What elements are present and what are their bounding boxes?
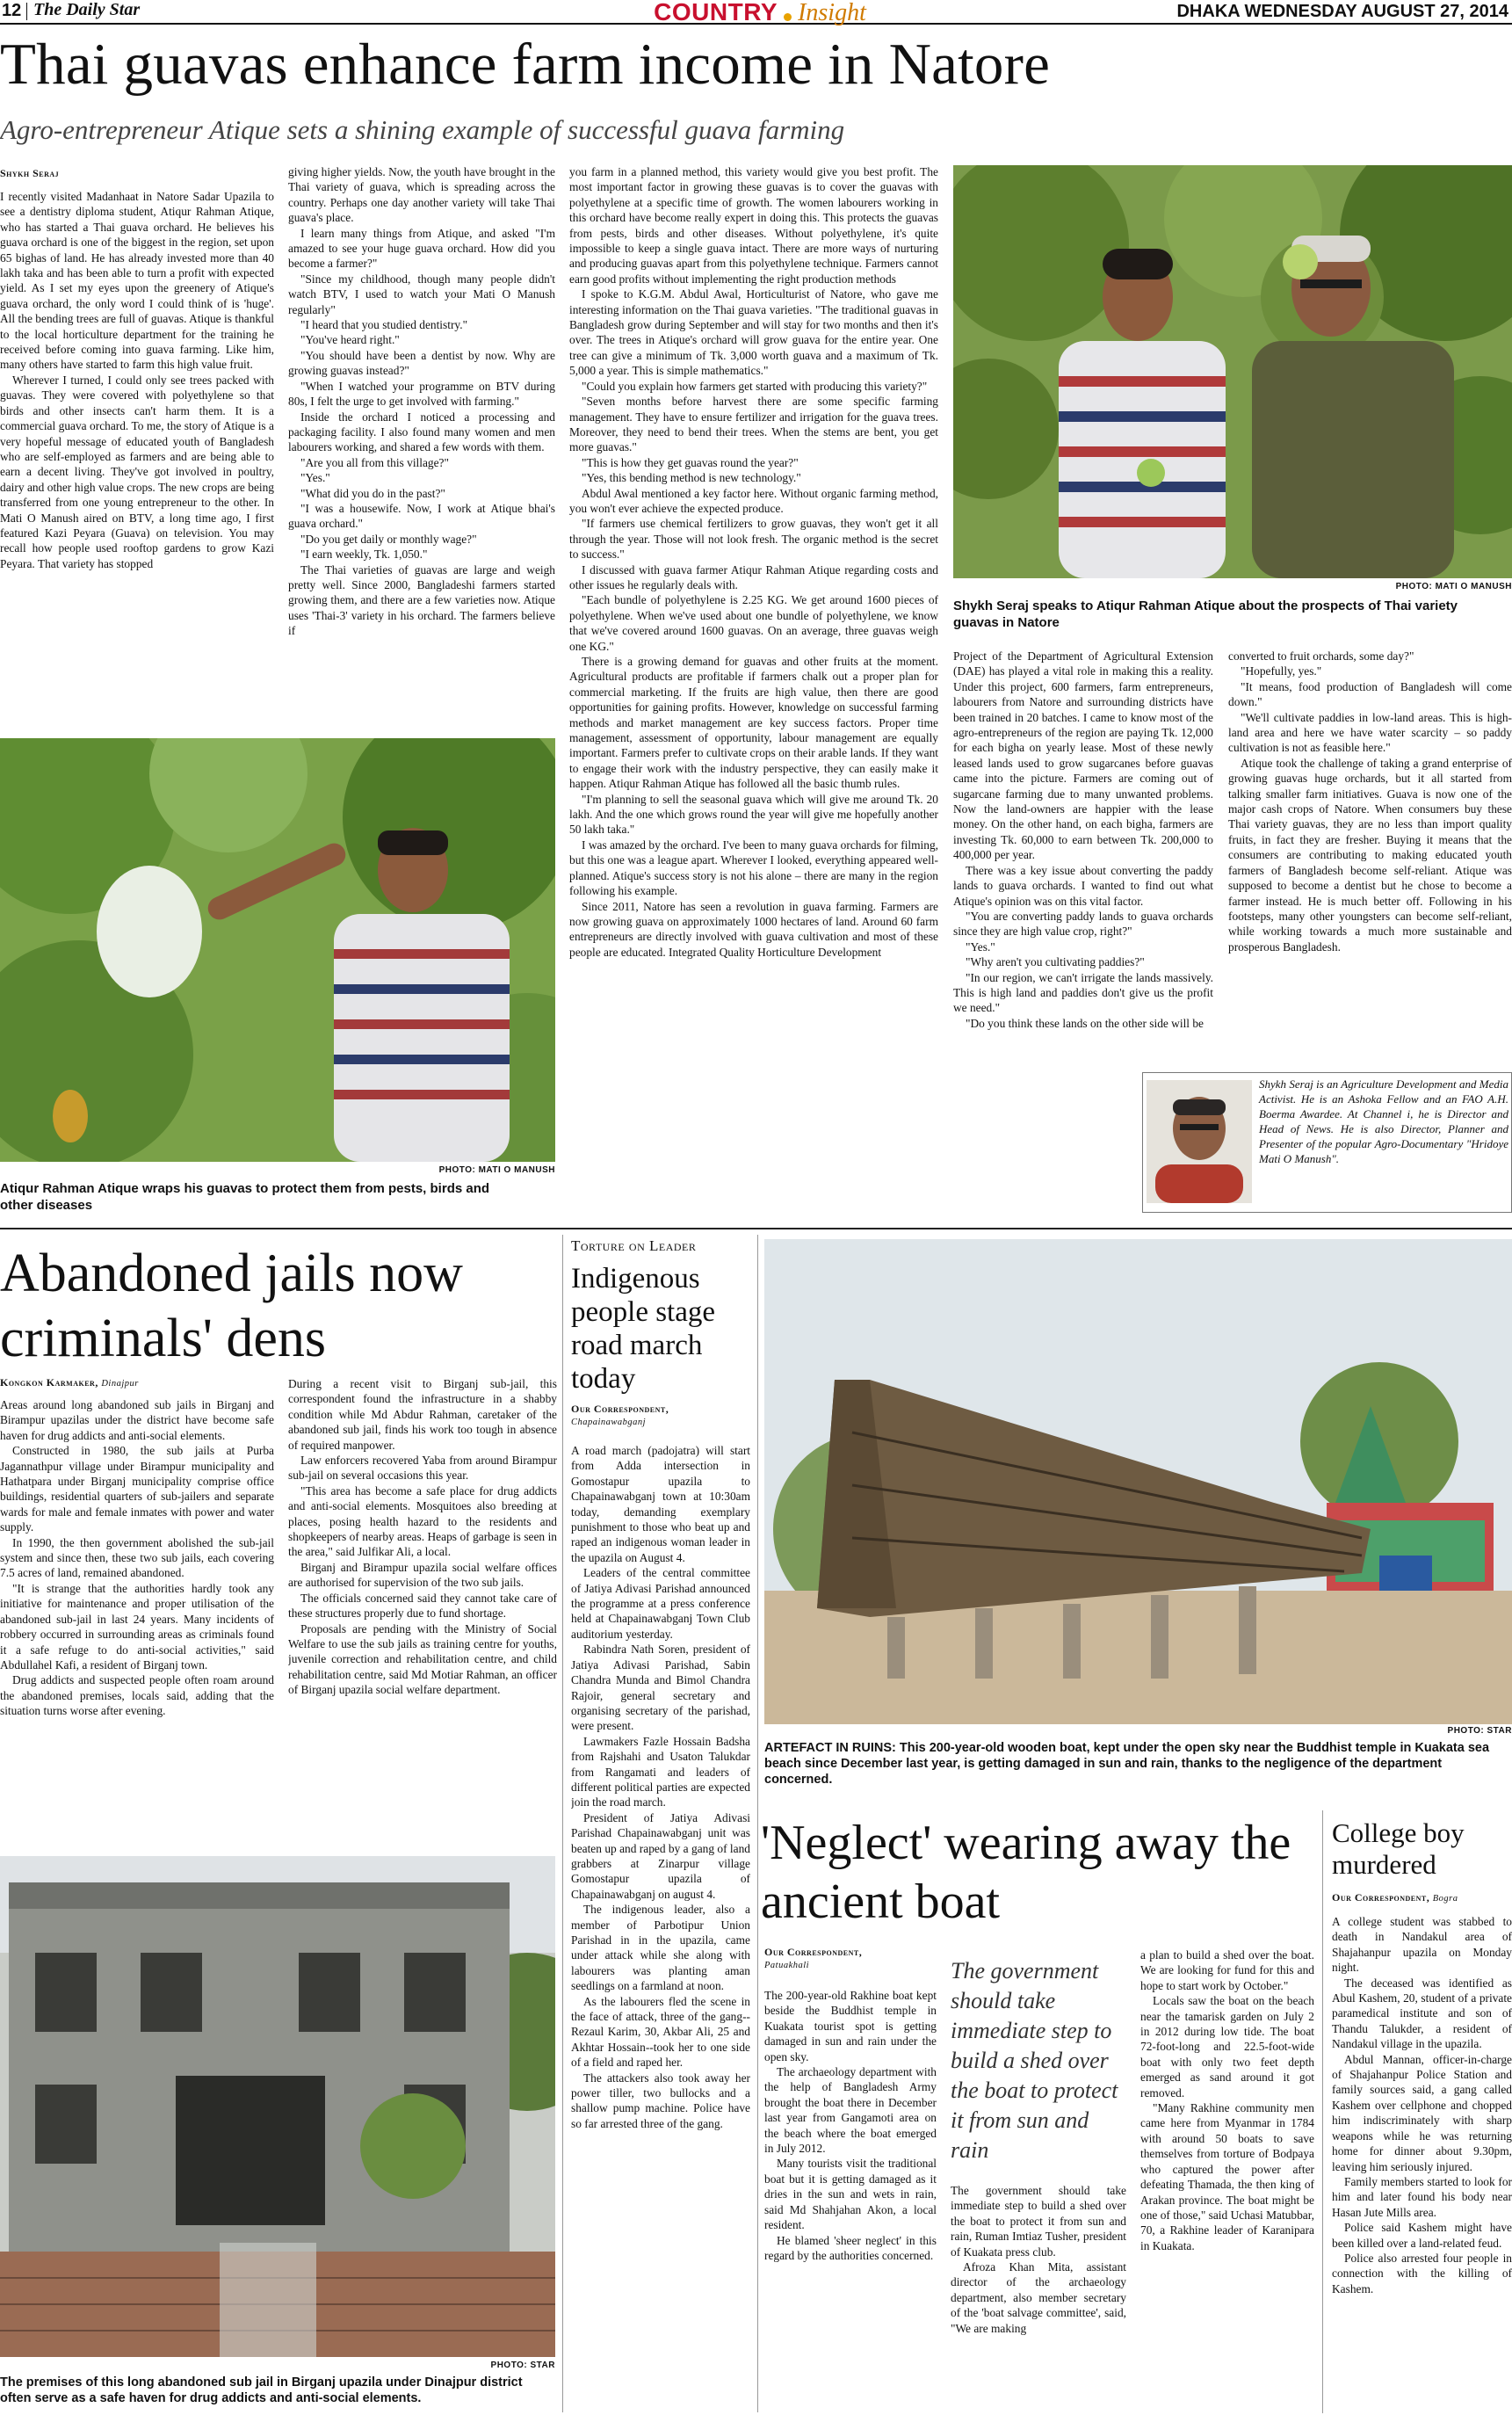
lead-column-5 [1228, 649, 1512, 1070]
jails-byline-name: Kongkon Karmaker [0, 1376, 96, 1389]
paragraph: Rabindra Nath Soren, president of Jatiya Adivasi Parishad, Sabin Chandra Munda and Bimol Chandra Rajoir, general secretary and organising secretary of the parishad, were present. [571, 1643, 750, 1733]
paragraph: In 1990, the then government abolished the sub-jail system and since then, these two sub jails, each covering 7.5 acres of land, remained abandoned. [0, 1535, 274, 1580]
paragraph: "I earn weekly, Tk. 1,050." [300, 548, 428, 562]
paragraph: I discussed with guava farmer Atiqur Rahman Atique regarding costs and other issues he regularly deals with. [569, 562, 938, 591]
paragraph: "You should have been a dentist by now. Why are growing guavas instead?" [288, 348, 555, 378]
lead-column-3 [569, 164, 938, 1215]
paragraph: "Could you explain how farmers get started with producing this variety?" [582, 379, 928, 393]
paragraph: "Many Rakhine community men came here from Myanmar in 1784 with around 50 boats to save themselves from torture of Bodpaya who captured the power after defeating Thamada, the then king of Arakan province. The boat might be one of those," said Uchasi Matubbar, 70, a Rakhine leader of Karanipara in Kuakata. [1140, 2101, 1314, 2252]
lead-photo-wrapping-caption: Atiqur Rahman Atique wraps his guavas to protect them from pests, birds and other diseases [0, 1181, 490, 1213]
boat-photo [764, 1239, 1512, 1724]
column-divider-march-boat [757, 1235, 758, 2412]
paragraph: The government should take immediate step to build a shed over the boat to protect it from sun and rain, Ruman Imtiaz Tusher, president of Kuakata press club. [951, 2184, 1126, 2259]
jails-photo [0, 1856, 555, 2357]
paragraph: a plan to build a shed over the boat. We are looking for fund for this and hope to start work by October." [1140, 1948, 1314, 1992]
paper-name: The Daily Star [33, 0, 141, 19]
paragraph: you farm in a planned method, this variety would give you best profit. The most important factor in growing these guavas is to cover the guavas with polyethylene at a specific time of growth. The women labourers working in this orchard have become really expert in doing this. This protects the guavas from pests, birds and other diseases. Without polyethylene, it's quite impossible to keep a single guava intact. There are more ways of nurturing and producing guavas apart from this polyethylene technique. Farmers cannot earn good profits without implementing the right production methods [569, 165, 938, 286]
paragraph: "Yes, this bending method is new technology." [582, 471, 801, 485]
paragraph: "This is how they get guavas round the year?" [582, 455, 799, 469]
paragraph: Atique took the challenge of taking a grand enterprise of growing guavas huge orchards, but it all started from talking smaller farm initiatives. Guava is now one of the major cash crops of Natore. When consumers buy these Thai variety guavas, they are no less than import quality fruits, in fact they are fresher. Buying it means that the consumers are contributing to making educated youth farmers of Bangladesh become self-reliant. Atique was supposed to become a dentist but he chose to become a farmer instead. He is much better off. Following in his footsteps, many other youngsters can become self-reliant, while working towards a much more sustainable and prosperous Bangladesh. [1228, 756, 1512, 954]
boat-column-3 [1140, 1947, 1314, 2413]
paragraph: The Thai varieties of guavas are large and weigh pretty well. Since 2000, Bangladeshi farmers started growing them, and there are a few varieties now. Atique uses 'Thai-3' variety in his orchard. The farmers believe if [288, 562, 555, 638]
paragraph: "Why aren't you cultivating paddies?" [966, 955, 1145, 969]
paragraph: I recently visited Madanhaat in Natore Sadar Upazila to see a dentistry diploma student, Atiqur Rahman Atique, who has started a Thai guava orchard. He believes his guava orchard is one of the biggest in the region, set upon 65 bighas of land. He has already invested more than 40 lakh taka and has been able to turn a profit with expected yield. As I set my eyes upon the greenery of Atique's guava orchard, the only word I could think of is 'huge'. All the bending trees are full of guavas. Atique is thankful to the local horticulture department for the training he received before coming into guava farming. Like him, many others have started to farm this high value fruit. [0, 190, 274, 372]
paragraph: I learn many things from Atique, and asked "I'm amazed to see your huge guava orchard. How did you become a farmer?" [288, 226, 555, 271]
paragraph: "Yes." [300, 471, 330, 485]
lead-photo-interview-caption: Shykh Seraj speaks to Atiqur Rahman Atique about the prospects of Thai variety guavas in Natore [953, 598, 1458, 630]
paragraph: The 200-year-old Rakhine boat kept beside the Buddhist temple in Kuakata tourist spot is getting damaged in sun and rain under the open sky. [764, 1989, 937, 2063]
boat-byline-place: Patuakhali [764, 1961, 810, 1970]
page-number: 12 [2, 1, 22, 20]
paragraph: "We'll cultivate paddies in low-land areas. This is high-land area and here we have water scarcity – so paddy cultivation is not as feasible here." [1228, 710, 1512, 755]
paragraph: Many tourists visit the traditional boat but it is getting damaged as it dries in the sun and wets in rain, said Md Shahjahan Akon, a local resident. [764, 2157, 937, 2232]
section-country: COUNTRY [654, 0, 778, 25]
lead-column-1 [0, 189, 274, 732]
jails-column-1 [0, 1397, 274, 1847]
section-insight: Insight [798, 0, 866, 26]
paragraph: President of Jatiya Adivasi Parishad Chapainawabganj unit was beaten up and raped by a gang of land grabbers at Zinarpur village Gomostapur upazila of Chapainawabganj on august 4. [571, 1810, 750, 1901]
paragraph: Police also arrested four people in connection with the killing of Kashem. [1332, 2251, 1512, 2295]
paragraph: "I was a housewife. Now, I work at Atique bhai's guava orchard." [288, 501, 555, 531]
paragraph: "Are you all from this village?" [300, 455, 449, 469]
paragraph: Leaders of the central committee of Jatiya Adivasi Parishad announced the programme at a press conference held at Chapainawabganj Town Club auditorium yesterday. [571, 1566, 750, 1641]
boat-caption-text: This 200-year-old wooden boat, kept under the open sky near the Buddhist temple in Kuakata sea beach since December last year, is getting damaged in sun and rain, thanks to the negligence of the department concerned. [764, 1741, 1490, 1787]
paragraph: "This area has become a safe place for drug addicts and anti-social elements. Mosquitoes also breeding at places, posing health hazard to the residents and shopkeepers of nearby areas. Heaps of garbage is seen in the area," said Julfikar Ali, a local. [288, 1483, 557, 1559]
boat-column-1 [764, 1988, 937, 2413]
lead-column-2 [288, 164, 555, 731]
paragraph: "Hopefully, yes." [1241, 664, 1322, 678]
boat-column-2 [951, 2183, 1126, 2413]
paragraph: Law enforcers recovered Yaba from around Birampur sub-jail on several occasions this year. [288, 1454, 557, 1483]
boat-byline: Our Correspondent, Patuakhali [764, 1946, 863, 1970]
college-byline-name: Our Correspondent [1332, 1891, 1427, 1904]
paragraph: Inside the orchard I noticed a processing and packaging facility. I also found many women and men labourers working, and shared a few words with them. [288, 410, 555, 454]
paragraph: "In our region, we can't irrigate the lands massively. This is high land and paddies don't give us the profit we need." [953, 970, 1213, 1015]
lead-photo-wrapping [0, 738, 555, 1162]
paragraph: Locals saw the boat on the beach near the tamarisk garden on July 2 in 2012 during low tide. The boat 72-foot-long and 22.5-foot-wide boat with only two feet depth emerged as sand around it got removed. [1140, 1994, 1314, 2100]
lead-subhead: Agro-entrepreneur Atique sets a shining example of successful guava farming [0, 114, 845, 145]
paragraph: Wherever I turned, I could only see trees packed with guavas. They were covered with polyethylene so that birds and other insects can't harm them. It is a commercial guava orchard. To me, the story of Atique is a very hopeful message of educated youth of Bangladesh who are self-employed as farmers and are being able to earn a decent living. They've got involved in poultry, dairy and other high value crops. The new crops are being transferred from one young entrepreneur to the other. In Mati O Manush aired on BTV, a long time ago, I first featured Kazi Peyara (Guava) on television. You may recall how people used rooftop gardens to grow Kazi Peyara. That variety has stopped [0, 373, 274, 570]
college-byline-place: Bogra [1432, 1894, 1458, 1904]
paragraph: Afroza Khan Mita, assistant director of the archaeology department, also member secretary of the 'boat salvage committee', said, "We are making [951, 2260, 1126, 2335]
section-divider [0, 1228, 1512, 1229]
jails-photo-credit: PHOTO: STAR [490, 2361, 555, 2370]
paragraph: I was amazed by the orchard. I've been to many guava orchards for filming, but this one was a league apart. Wherever I looked, everything appeared well-planned. Atique's success story is not his alone – there are many in the region following his example. [569, 838, 938, 898]
boat-caption-label: ARTEFACT IN RUINS: [764, 1741, 896, 1755]
paragraph: Constructed in 1980, the sub jails at Purba Jagannathpur village under Birampur municipality and Hathatpara under Birganj municipality comprise office buildings, residential quarters of sub-jailers and separate wards for male and female inmates with power and water supply. [0, 1444, 274, 1534]
paragraph: Lawmakers Fazle Hossain Badsha from Rajshahi and Usaton Talukdar from Rangamati and leaders of different political parties are expected join the road march. [571, 1734, 750, 1809]
paragraph: The archaeology department with the help of Bangladesh Army brought the boat there in December last year from Gangamoti area on the beach where the boat emerged in July 2012. [764, 2065, 937, 2156]
paragraph: During a recent visit to Birganj sub-jail, this correspondent found the infrastructure in a shabby condition while Md Abdur Rahman, caretaker of the abandoned sub jail, finds his work too tough in absence of required manpower. [288, 1377, 557, 1452]
march-byline: Our Correspondent, Chapainawabganj [571, 1403, 669, 1427]
lead-photo-interview [953, 165, 1512, 578]
paragraph: "You've heard right." [300, 333, 400, 347]
author-bio-box [1142, 1072, 1512, 1213]
author-portrait [1147, 1080, 1252, 1203]
jails-column-2 [288, 1376, 557, 1851]
paragraph: Drug addicts and suspected people often roam around the abandoned premises, locals said, adding that the situation turns worse after evening. [0, 1673, 274, 1718]
paragraph: He blamed 'sheer neglect' in this regard by the authorities concerned. [764, 2233, 937, 2262]
photo-interview-image [953, 165, 1512, 578]
paragraph: Police said Kashem might have been killed over a land-related feud. [1332, 2221, 1512, 2250]
page-number-divider [26, 3, 27, 20]
march-body [571, 1443, 750, 2413]
march-kicker: Torture on Leader [571, 1237, 697, 1254]
author-bio-text: Shykh Seraj is an Agriculture Development and Media Activist. He is an Ashoka Fellow and an FAO A.H. Boerma Awardee. At Channel i, he is Director and Head of News. He is also Director, Planner and Presenter of the popular Agro-Documentary "Hridoye Mati O Manush". [1259, 1077, 1508, 1165]
jails-byline: Kongkon Karmaker, Dinajpur [0, 1376, 139, 1389]
paragraph: I spoke to K.G.M. Abdul Awal, Horticulturist of Natore, who gave me interesting information on the Thai guava varieties. "The traditional guavas in Bangladesh grow during September and will stay for two months and then it's over. The trees in Atique's orchard will grow guava for the entire year. One tree can give a minimum of Tk. 3,000 worth guava and a maximum of Tk. 5,000 a year. This is simple mathematics." [569, 287, 938, 378]
paragraph: The officials concerned said they cannot take care of these structures properly due to fund shortage. [288, 1591, 557, 1621]
paragraph: The deceased was identified as Abul Kashem, 20, student of a private paramedical institute and son of Thandu Talukder, a resident of Nandakul village in the upazila. [1332, 1976, 1512, 2051]
boat-headline: 'Neglect' wearing away the ancient boat [761, 1816, 1291, 1929]
college-headline: College boy murdered [1332, 1817, 1465, 1880]
boat-pullquote: The government should take immediate step to build a shed over the boat to protect it from sun and rain [951, 1958, 1118, 2163]
section-logo [637, 0, 883, 27]
boat-byline-name: Our Correspondent [764, 1946, 859, 1958]
lead-byline: Shykh Seraj [0, 167, 60, 179]
paragraph: Proposals are pending with the Ministry of Social Welfare to use the sub jails as training centre for youths, juvenile correction and rehabilitation centre, and child rehabilitation centre, said Md Motiar Rahman, an officer of Birganj upazila social welfare department. [288, 1621, 557, 1697]
paragraph: "Since my childhood, though many people didn't watch BTV, I used to watch your Mati O Manush regularly" [288, 272, 555, 316]
paragraph: As the labourers fled the scene in the face of attack, three of the gang--Rezaul Karim, 30, Akbar Ali, 25 and Akhtar Hossain--took her to one side of a field and raped her. [571, 1994, 750, 2070]
paragraph: "It is strange that the authorities hardly took any initiative for maintenance and proper utilisation of the abandoned sub-jail in last 24 years. Many incidents of robbery occurred in surrounding areas as criminals found it a safe refuge to do anti-social activities," said Abdullahel Kafi, a resident of Birganj town. [0, 1581, 274, 1672]
dateline: DHAKA WEDNESDAY AUGUST 27, 2014 [1176, 2, 1508, 21]
paragraph: The attackers also took away her power tiller, two bullocks and a shallow pump machine. Police have so far arrested three of the gang. [571, 2071, 750, 2130]
paragraph: Areas around long abandoned sub jails in Birganj and Birampur upazilas under the district have become safe haven for drug addicts and anti-social elements. [0, 1398, 274, 1442]
jails-headline: Abandoned jails now criminals' dens [0, 1244, 463, 1368]
paragraph: There is a growing demand for guavas and other fruits at the moment. Agricultural products are profitable if farmers chalk out a proper plan for commercial marketing. If the fruits are high value, then there are good opportunities for gaining profits. However, knowledge on successful farming methods and market management are key success factors. Proper time management, assessment of opportunity, labour management are equally important. Farmers prefer to cultivate crops on their arable lands. If they want to engage their work with the industry perspective, they can easily make it happen. Atiqur Rahman Atique has followed all the basic thumb rules. [569, 655, 938, 791]
lead-headline: Thai guavas enhance farm income in Natore [0, 32, 1051, 97]
paragraph: "It means, food production of Bangladesh will come down." [1228, 679, 1512, 709]
column-divider-boat-college [1322, 1810, 1323, 2413]
paragraph: giving higher yields. Now, the youth have brought in the Thai variety of guava, which is spreading across the country. Perhaps one day another variety will take Thai guava's place. [288, 165, 555, 225]
lead-photo-interview-credit: PHOTO: MATI O MANUSH [1395, 582, 1512, 591]
boat-photo-credit: PHOTO: STAR [1447, 1726, 1512, 1736]
march-headline: Indigenous people stage road march today [571, 1263, 716, 1395]
paragraph: Abdul Awal mentioned a key factor here. Without organic farming method, you won't ever achieve the expected produce. [569, 486, 938, 515]
paragraph: A college student was stabbed to death in Nandakul area of Shajahanpur upazila on Monday night. [1332, 1915, 1512, 1975]
march-byline-name: Our Correspondent [571, 1403, 666, 1415]
paragraph: "Do you get daily or monthly wage?" [300, 532, 477, 546]
paragraph: "What did you do in the past?" [300, 486, 445, 500]
paragraph: Since 2011, Natore has seen a revolution in guava farming. Farmers are now growing guava on approximately 1000 hectares of land. Around 60 farm entrepreneurs are directly involved with guava cultivation and most of these people are educated. Integrated Quality Horticulture Development [569, 899, 938, 959]
column-divider-jails-march [562, 1235, 563, 2412]
jails-photo-caption: The premises of this long abandoned sub jail in Birganj upazila under Dinajpur district often serve as a safe haven for drug addicts and anti-social elements. [0, 2375, 523, 2405]
paragraph: Birganj and Birampur upazila social welfare offices are authorised for supervision of the two sub jails. [288, 1560, 557, 1590]
paragraph: A road march (padojatra) will start from Adda intersection in Gomostapur upazila to Chapainawabganj town at 10:30am today, demanding exemplary punishment to those who beat up and raped an indigenous woman leader in the upazila on August 4. [571, 1444, 750, 1564]
boat-photo-caption [764, 1740, 1512, 1788]
jails-photo-image [0, 1856, 555, 2357]
paragraph: Family members started to look for him and later found his body near Hasan Jute Mills area. [1332, 2174, 1512, 2219]
paragraph: "Do you think these lands on the other side will be [966, 1016, 1205, 1030]
photo-wrapping-image [0, 738, 555, 1162]
paragraph: "Each bundle of polyethylene is 2.25 KG. We get around 1600 pieces of polyethylene. When we've used about one bundle of polyethylene, we know that we've covered around 1600 guavas. On an average, three guavas weigh one KG." [569, 593, 938, 653]
march-byline-place: Chapainawabganj [571, 1418, 647, 1427]
jails-byline-place: Dinajpur [101, 1379, 139, 1389]
paragraph: "I heard that you studied dentistry." [300, 318, 468, 332]
paragraph: "You are converting paddy lands to guava orchards since they are high value crop, right?" [953, 909, 1213, 939]
paragraph: "Yes." [966, 939, 995, 954]
paragraph: "If farmers use chemical fertilizers to grow guavas, they won't get it all through the year. Those will not look fresh. The organic method is the secret to success." [569, 517, 938, 562]
paragraph: "Seven months before harvest there are some specific farming management. They have to ensure fertilizer and irrigation for the guava trees. Moreover, they need to bend their trees. When the stems are bent, you get more guavas." [569, 395, 938, 454]
masthead [0, 0, 1512, 25]
paragraph: Project of the Department of Agricultural Extension (DAE) has played a vital role in making this a reality. Under this project, 600 farmers, farm entrepreneurs, labourers from Natore and surrounding districts have been trained in 20 batches. I came to know most of the agro-entrepreneurs of the region are paying Tk. 12,000 for each bigha on yearly lease. Most of these newly leased lands used to grow sugarcanes before guavas came into the picture. Farmers are coming out of sugarcane farming due to many unwanted problems. Now the land-owners are happier with the lease money. On the other hand, on each bigha, farmers are investing Tk. 60,000 to earn between Tk. 200,000 to 400,000 per year. [953, 649, 1213, 862]
lead-photo-wrapping-credit: PHOTO: MATI O MANUSH [438, 1165, 555, 1175]
college-body [1332, 1914, 1512, 2413]
paragraph: converted to fruit orchards, some day?" [1228, 649, 1414, 663]
section-dot-icon [784, 13, 792, 21]
paragraph: "When I watched your programme on BTV during 80s, I felt the urge to get involved with farming." [288, 379, 555, 409]
paragraph: There was a key issue about converting the paddy lands to guava orchards. I wanted to find out what Atique's opinion was on this vital factor. [953, 863, 1213, 908]
paragraph: The indigenous leader, also a member of Parbotipur Union Parishad in in the upazila, came under attack while she along with labourers was planting aman seedlings on a farmland at noon. [571, 1903, 750, 1993]
paragraph: Abdul Mannan, officer-in-charge of Shajahanpur Police Station and family sources said, a gang called Kashem over cellphone and chopped him indiscriminately with sharp weapons while he was returning home for dinner about 9.30pm, leaving him seriously injured. [1332, 2052, 1512, 2173]
college-byline: Our Correspondent, Bogra [1332, 1891, 1458, 1904]
boat-photo-image [764, 1239, 1512, 1724]
paragraph: "I'm planning to sell the seasonal guava which will give me around Tk. 20 lakh. And the one which grows round the year will give me hopefully another 50 lakh taka." [569, 792, 938, 837]
